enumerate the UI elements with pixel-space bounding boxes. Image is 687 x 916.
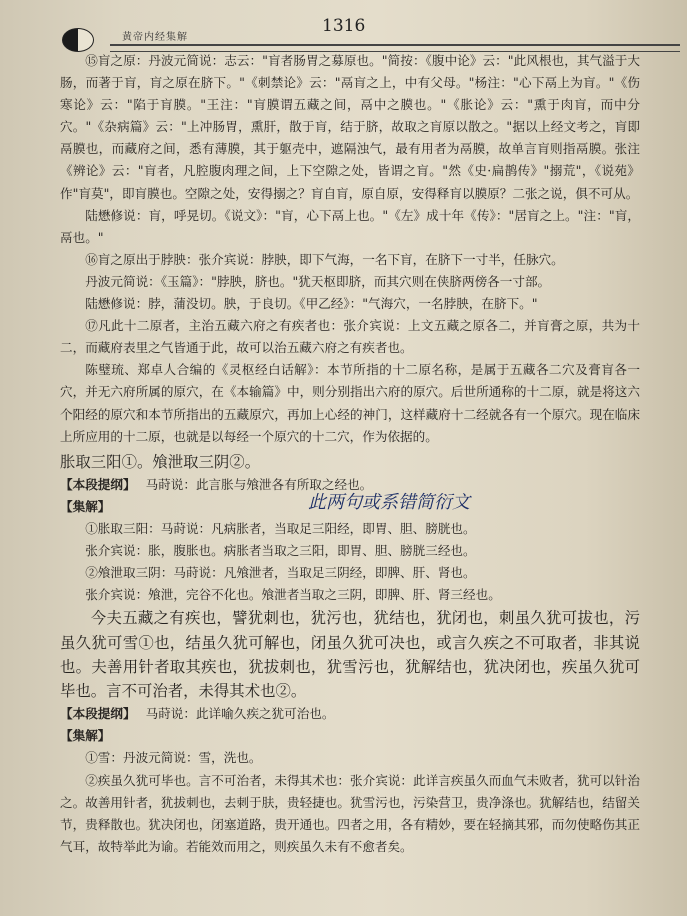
page-number: 1316 — [322, 16, 366, 36]
section2-tiyao — [60, 703, 640, 725]
section1-note: 张介宾说：胀，腹胀也。病胀者当取之三阳，即胃、胆、膀胱三经也。 — [85, 543, 476, 559]
page-header — [52, 10, 652, 54]
section1-note: ②飧泄取三阴：马莳说：凡飧泄者，当取足三阴经，即脾、肝、肾也。 — [85, 565, 476, 581]
annotation-16-lu: 陆懋修说：脖，蒲没切。胦，于良切。《甲乙经》："气海穴，一名脖胦，在脐下。" — [85, 296, 538, 312]
running-title: 黄帝内经集解 — [122, 32, 188, 43]
section1-note: 张介宾说：飧泄，完谷不化也。飧泄者当取之三阴，即脾、肝、肾三经也。 — [85, 587, 501, 603]
tiyao-text: 马莳说：此言胀与飧泄各有所取之经也。 — [145, 476, 373, 492]
annotation-16: ⑯肓之原出于脖胦：张介宾说：脖胦，即下气海，一名下肓，在脐下一寸半，任脉穴。 — [85, 251, 564, 267]
section2-jijie-label: 【集解】 — [60, 728, 111, 744]
body-text — [60, 50, 640, 858]
classic-passage-2: 今夫五藏之有疾也，譬犹刺也，犹污也，犹结也，犹闭也，刺虽久犹可拔也，污虽久犹可雪①也，结虽久犹可解也，闭虽久犹可决也，或言久疾之不可取者，非其说也。夫善用针者取其疾也，犹拔刺也，犹雪污也，犹解结也，犹决闭也，疾虽久犹可毕也。言不可治者，未得其术也②。 — [60, 609, 640, 701]
yin-yang-icon — [62, 28, 94, 52]
annotation-17: ⑰凡此十二原者，主治五藏六府之有疾者也：张介宾说：上文五藏之原各二，并肓膏之原，共为十二，而藏府表里之气皆通于此，故可以治五藏六府之有疾者也。 — [60, 318, 640, 356]
classic-line-1: 胀取三阳①。飧泄取三阴②。 — [60, 452, 261, 471]
tiyao-label: 【本段提纲】 — [60, 706, 136, 722]
tiyao-label: 【本段提纲】 — [60, 476, 136, 492]
annotation-17-chen: 陈璧琉、郑卓人合编的《灵枢经白话解》：本节所指的十二原名称，是属于五藏各二穴及膏肓各一穴，并无六府所属的原穴，在《本输篇》中，则分别指出六府的原穴。后世所通称的十二原，就是将这六个阳经的原穴和本节所指出的五藏原穴，再加上心经的神门，这样藏府十二经就各有一个原穴。现在临床上所应用的十二原，也就是以每经一个原穴的十二穴，作为依据的。 — [60, 362, 640, 444]
section1-note: ①胀取三阳：马莳说：凡病胀者，当取足三阳经，即胃、胆、膀胱也。 — [85, 521, 476, 537]
section1-jijie-label: 【集解】 — [60, 498, 111, 514]
annotation-15: ⑮肓之原：丹波元简说：志云："肓者肠胃之募原也。"简按：《腹中论》云："此风根也，其气溢于大肠，而著于肓，肓之原在脐下。"《刺禁论》云："鬲肓之上，中有父母。"杨注："心下鬲上为肓。"《伤寒论》云："陷于肓膜。"王注："肓膜谓五藏之间，鬲中之膜也。"《胀论》云："熏于肉肓，而中分穴。"《杂病篇》云："上冲肠胃，熏肝，散于肓，结于脐，故取之肓原以散之。"据以上经文考之，肓即鬲膜也，而藏府之间，悉有薄膜，其于躯壳中，遮隔浊气，最有用者为鬲膜，故单言肓则指鬲膜。张注《辨论》云："肓者，凡腔腹肉理之间，上下空隙之处，皆谓之肓。"然《史·扁鹊传》"搦荒"，《说苑》作"肓莫"，即肓膜也。空隙之处，安得搦之？肓自肓，原自原，安得释肓以膜原？二张之说，俱不可从。 — [60, 53, 640, 201]
annotation-16-danbo: 丹波元简说：《玉篇》："脖胦，脐也。"犹天枢即脐，而其穴则在侠脐两傍各一寸部。 — [85, 273, 551, 289]
handwritten-note: 此两句或系错简衍文 — [308, 492, 470, 513]
annotation-15-lu: 陆懋修说：肓，呼晃切。《说文》："肓，心下鬲上也。"《左》成十年《传》："居肓之上。"注："肓，鬲也。" — [60, 207, 640, 245]
section2-note: ②疾虽久犹可毕也。言不可治者，未得其术也：张介宾说：此详言疾虽久而血气未败者，犹可以针治之。故善用针者，犹拔刺也，去刺于肤，贵轻捷也。犹雪污也，污染营卫，贵净涤也。犹解结也，结留关节，贵释散也。犹决闭也，闭塞道路，贵开通也。四者之用，各有精妙，要在轻摘其邪，而勿使略伤其正气耳，故特举此为谕。若能效而用之，则疾虽久未有不愈者矣。 — [60, 772, 640, 854]
tiyao-text: 马莳说：此详喻久疾之犹可治也。 — [145, 706, 335, 722]
section2-note: ①雪：丹波元简说：雪，洗也。 — [85, 750, 262, 766]
